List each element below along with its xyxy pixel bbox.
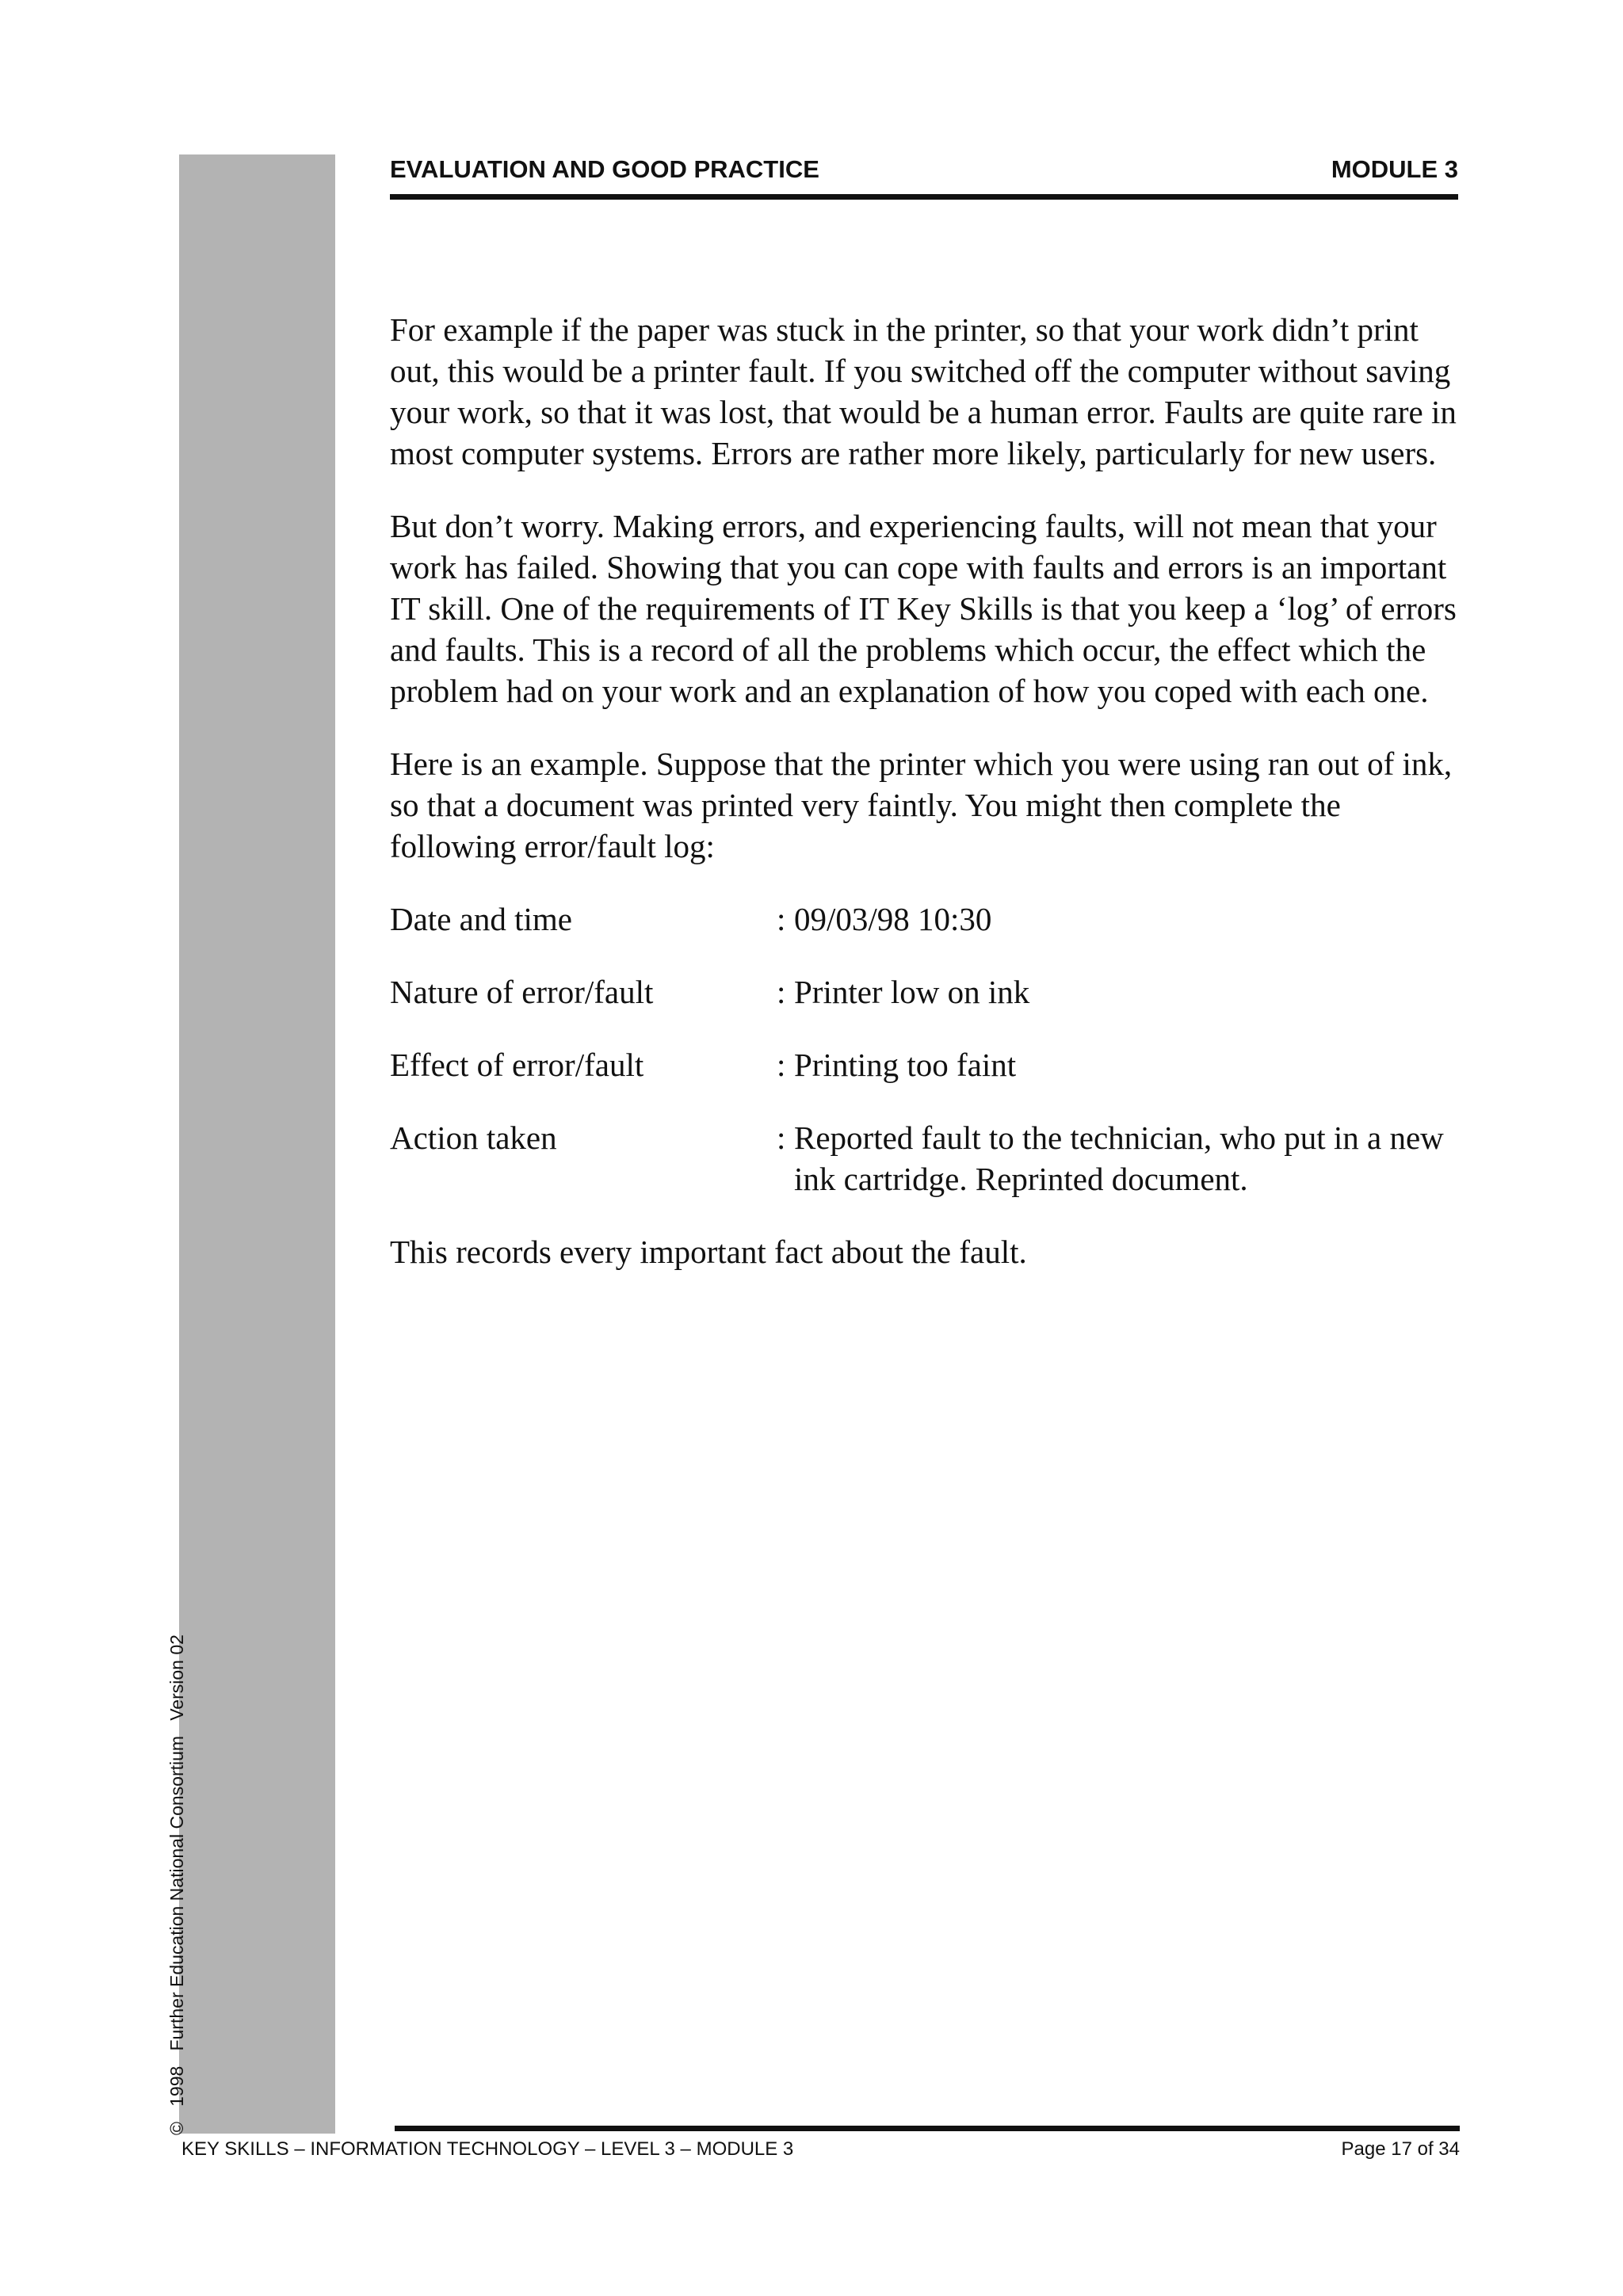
vertical-copyright-notice: [166, 1634, 188, 2135]
log-label: Effect of error/fault: [390, 1047, 644, 1083]
copyright-organisation: Further Education National Consortium: [166, 1735, 187, 2051]
log-label: Action taken: [390, 1119, 557, 1156]
log-colon: :: [777, 901, 786, 937]
header-title: EVALUATION AND GOOD PRACTICE: [390, 155, 819, 183]
body-paragraph: Here is an example. Suppose that the printer which you were using ran out of ink, so that a document was printed very faintly. You might then complete the following error/fault log:: [390, 746, 1453, 864]
body-paragraph: For example if the paper was stuck in the printer, so that your work didn’t print out, this would be a printer fault. If you switched off the computer without saving your work, so that it was lost, that would be a human error. Faults are quite rare in most computer systems. Errors are rather more likely, particularly for new users.: [390, 311, 1457, 471]
log-value: Printing too faint: [794, 1047, 1017, 1083]
header-module: MODULE 3: [1331, 155, 1458, 183]
log-value: Printer low on ink: [794, 974, 1030, 1010]
footer-title: KEY SKILLS – INFORMATION TECHNOLOGY – LEVEL 3 – MODULE 3: [181, 2138, 794, 2160]
body-paragraph: But don’t worry. Making errors, and experiencing faults, will not mean that your work has failed. Showing that you can cope with faults and errors is an important IT skill. One of the requirements of IT Key Skills is that you keep a ‘log’ of errors and faults. This is a record of all the problems which occur, the effect which the problem had on your work and an explanation of how you coped with each one.: [390, 508, 1457, 709]
footer-rule: [395, 2126, 1460, 2131]
copyright-year: 1998: [166, 2065, 187, 2107]
log-row-action: [390, 1117, 1468, 1199]
copyright-symbol: ©: [166, 2122, 187, 2135]
document-version: Version 02: [166, 1634, 187, 1721]
page-number: Page 17 of 34: [1341, 2138, 1460, 2160]
closing-paragraph: This records every important fact about the fault.: [390, 1234, 1027, 1270]
log-colon: :: [777, 1047, 786, 1083]
page-header: [390, 155, 1458, 196]
log-row-date: [390, 898, 1468, 940]
log-row-nature: [390, 971, 1468, 1013]
body-content: [390, 309, 1468, 1304]
log-colon: :: [777, 974, 786, 1010]
log-colon: :: [777, 1119, 786, 1156]
log-label: Date and time: [390, 901, 572, 937]
log-label: Nature of error/fault: [390, 974, 654, 1010]
log-value: 09/03/98 10:30: [794, 901, 992, 937]
log-value: Reported fault to the technician, who put in a new ink cartridge. Reprinted document.: [794, 1119, 1444, 1197]
header-rule: [390, 194, 1458, 200]
sidebar-gray-bar: [179, 154, 335, 2134]
log-row-effect: [390, 1044, 1468, 1085]
